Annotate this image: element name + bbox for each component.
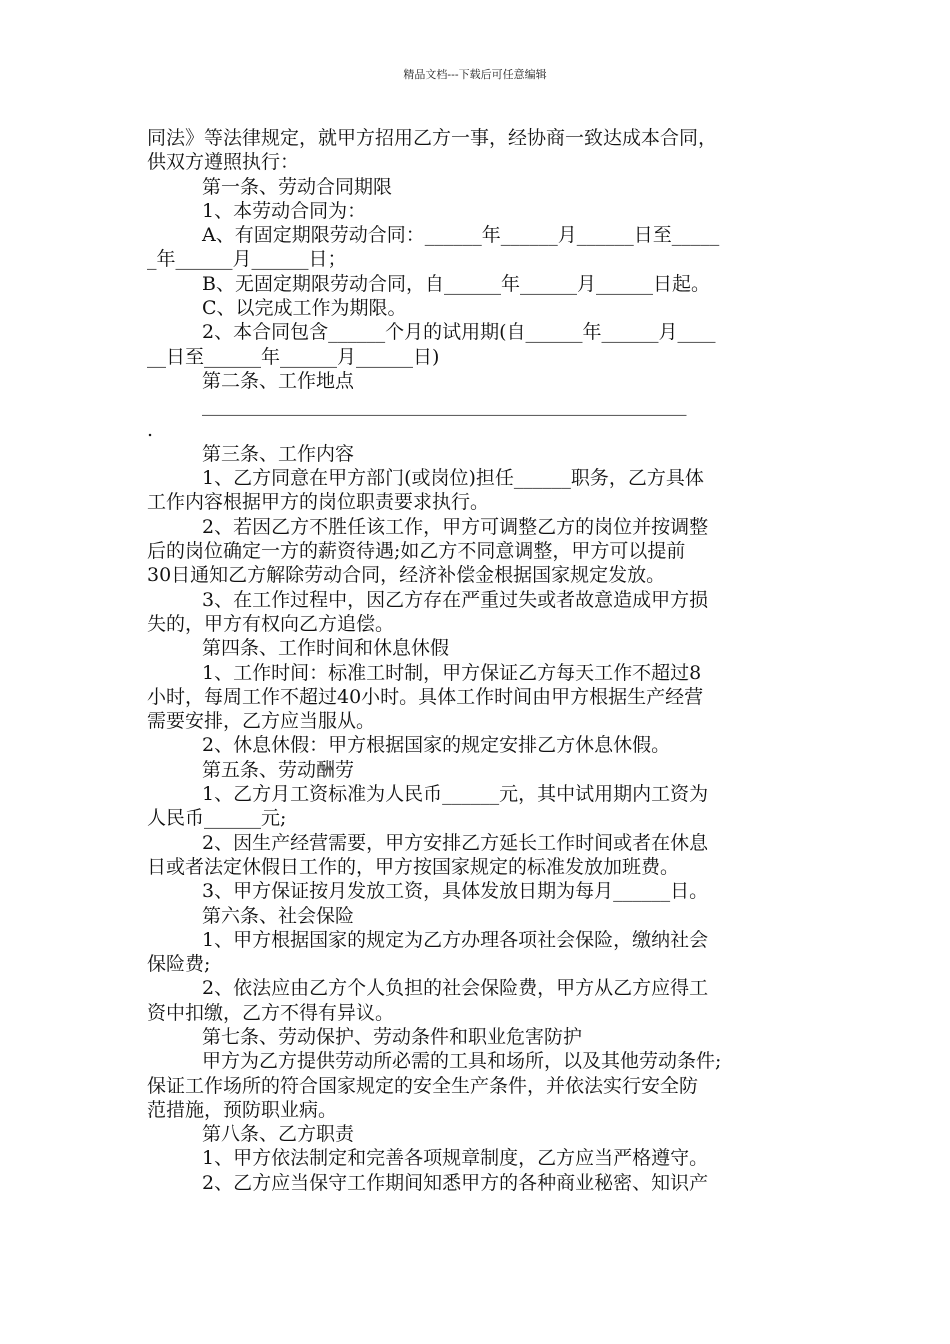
text-line: 2、若因乙方不胜任该工作，甲方可调整乙方的岗位并按调整 bbox=[202, 515, 709, 538]
text-line: 第二条、工作地点 bbox=[202, 369, 355, 392]
text-line: 第七条、劳动保护、劳动条件和职业危害防护 bbox=[202, 1025, 583, 1048]
text-line: 第八条、乙方职责 bbox=[202, 1123, 355, 1146]
text-line: A、有固定期限劳动合同：______年______月______日至_____ bbox=[202, 224, 720, 247]
text-line: 第五条、劳动酬劳 bbox=[202, 758, 355, 781]
text-line: 保证工作场所的符合国家规定的安全生产条件，并依法实行安全防 bbox=[147, 1074, 699, 1097]
text-line: 资中扣缴，乙方不得有异议。 bbox=[147, 1001, 395, 1024]
text-line: 同法》等法律规定，就甲方招用乙方一事，经协商一致达成本合同， bbox=[147, 127, 718, 149]
text-line: 范措施，预防职业病。 bbox=[147, 1098, 338, 1121]
text-line: 2、依法应由乙方个人负担的社会保险费，甲方从乙方应得工 bbox=[202, 977, 709, 1000]
text-line: B、无固定期限劳动合同，自______年______月______日起。 bbox=[202, 272, 710, 295]
text-line: 2、本合同包含______个月的试用期(自______年______月____ bbox=[202, 321, 716, 344]
text-line: 第四条、工作时间和休息休假 bbox=[202, 637, 450, 660]
text-line: 失的，甲方有权向乙方追偿。 bbox=[147, 612, 395, 635]
text-line: 1、甲方依法制定和完善各项规章制度，乙方应当严格遵守。 bbox=[202, 1147, 709, 1170]
text-line: 后的岗位确定一方的薪资待遇;如乙方不同意调整，甲方可以提前 bbox=[147, 540, 686, 563]
text-line: 1、甲方根据国家的规定为乙方办理各项社会保险，缴纳社会 bbox=[202, 928, 709, 951]
text-line: . bbox=[147, 418, 154, 441]
text-line: 1、乙方同意在甲方部门(或岗位)担任______职务，乙方具体 bbox=[202, 467, 704, 490]
text-line: __日至______年______月______日) bbox=[147, 345, 440, 368]
text-line: 供双方遵照执行： bbox=[147, 151, 300, 174]
text-line: 30日通知乙方解除劳动合同，经济补偿金根据国家规定发放。 bbox=[147, 564, 666, 587]
text-line: _年______月______日； bbox=[147, 248, 347, 271]
text-line: 日或者法定休假日工作的，甲方按国家规定的标准发放加班费。 bbox=[147, 855, 680, 878]
text-line: 第三条、工作内容 bbox=[202, 442, 355, 465]
text-line: 保险费; bbox=[147, 953, 211, 976]
text-line: 需要安排，乙方应当服从。 bbox=[147, 710, 376, 733]
text-line: 工作内容根据甲方的岗位职责要求执行。 bbox=[147, 491, 490, 514]
text-line: 1、乙方月工资标准为人民币______元，其中试用期内工资为 bbox=[202, 783, 709, 806]
contract-body bbox=[147, 126, 810, 1195]
text-line: 2、乙方应当保守工作期间知悉甲方的各种商业秘密、知识产 bbox=[202, 1171, 709, 1194]
text-line: 3、在工作过程中，因乙方存在严重过失或者故意造成甲方损 bbox=[202, 588, 709, 611]
text-line: 小时，每周工作不超过40小时。具体工作时间由甲方根据生产经营 bbox=[147, 685, 704, 708]
text-line: 2、因生产经营需要，甲方安排乙方延长工作时间或者在休息 bbox=[202, 831, 709, 854]
page-header: 精品文档---下载后可任意编辑 bbox=[403, 68, 547, 81]
text-line: 2、休息休假：甲方根据国家的规定安排乙方休息休假。 bbox=[202, 734, 671, 757]
text-line: 第一条、劳动合同期限 bbox=[202, 175, 393, 198]
text-line: ___________________________________________________ bbox=[202, 394, 687, 417]
text-line: 第六条、社会保险 bbox=[202, 904, 355, 927]
text-line: 3、甲方保证按月发放工资，具体发放日期为每月______日。 bbox=[202, 880, 709, 903]
text-line: 甲方为乙方提供劳动所必需的工具和场所，以及其他劳动条件; bbox=[202, 1050, 722, 1073]
text-line: 1、本劳动合同为： bbox=[202, 199, 367, 222]
text-line: 人民币______元; bbox=[147, 807, 287, 830]
text-line: 1、工作时间：标准工时制，甲方保证乙方每天工作不超过8 bbox=[202, 661, 702, 684]
text-line: C、以完成工作为期限。 bbox=[202, 297, 407, 320]
